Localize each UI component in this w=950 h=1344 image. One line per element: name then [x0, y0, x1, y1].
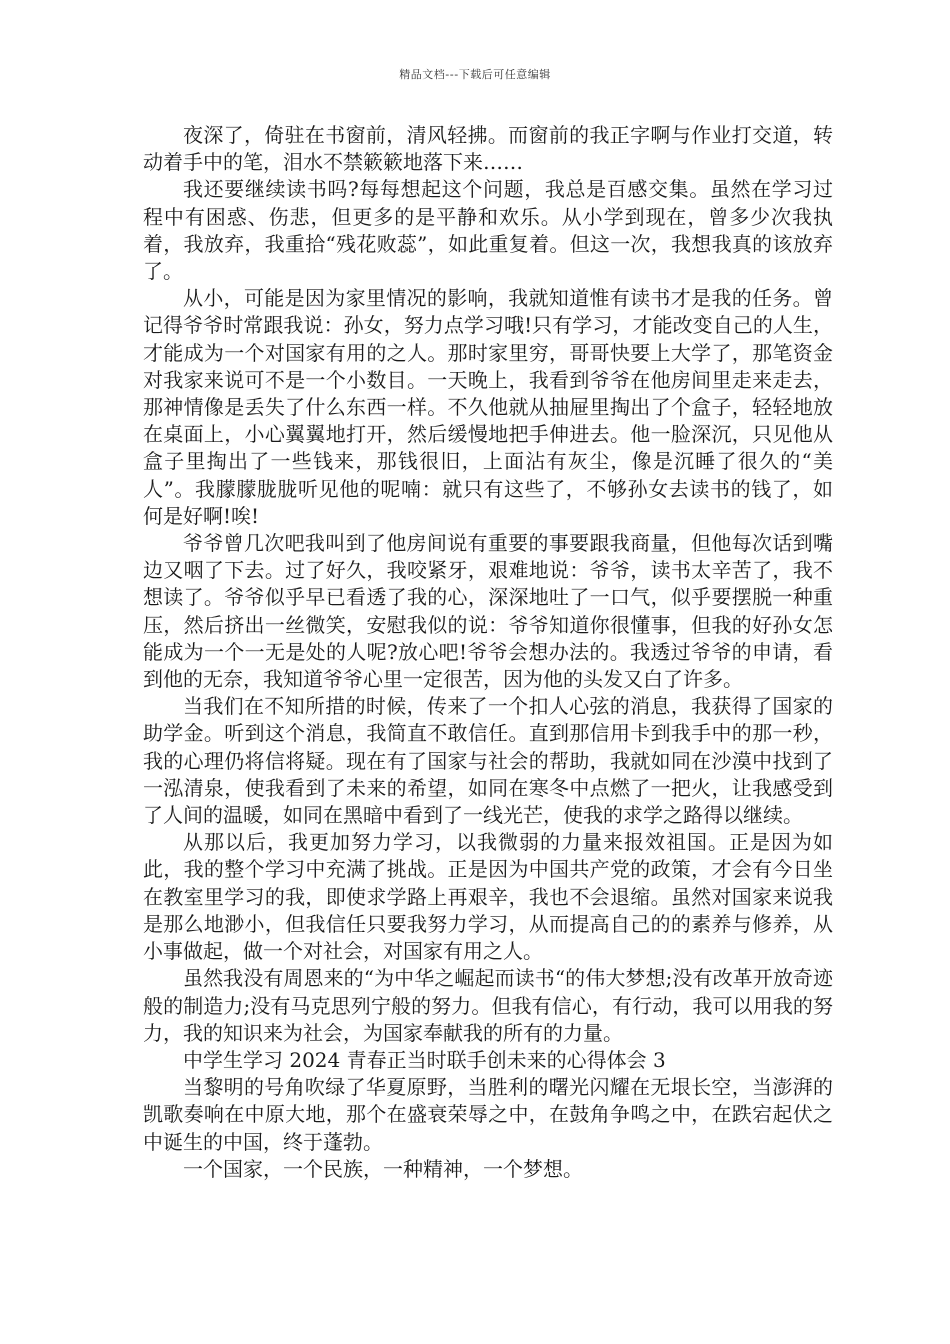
- paragraph: 从那以后，我更加努力学习，以我微弱的力量来报效祖国。正是因为如此，我的整个学习中充满了挑战。正是因为中国共产党的政策，才会有今日坐在教室里学习的我，即使求学路上再艰辛，我也不会退缩。虽然对国家来说我是那么地渺小，但我信任只要我努力学习，从而提高自己的的素养与修养，从小事做起，做一个对社会，对国家有用之人。: [143, 830, 833, 964]
- paragraph: 从小，可能是因为家里情况的影响，我就知道惟有读书才是我的任务。曾记得爷爷时常跟我说：孙女，努力点学习哦!只有学习，才能改变自己的人生，才能成为一个对国家有用的之人。那时家里穷，哥哥快要上大学了，那笔资金对我家来说可不是一个小数目。一天晚上，我看到爷爷在他房间里走来走去，那神情像是丢失了什么东西一样。不久他就从抽屉里掏出了个盒子，轻轻地放在桌面上，小心翼翼地打开，然后缓慢地把手伸进去。他一脸深沉，只见他从盒子里掏出了一些钱来，那钱很旧，上面沾有灰尘，像是沉睡了很久的“美人”。我朦朦胧胧听见他的呢喃：就只有这些了，不够孙女去读书的钱了，如何是好啊!唉!: [143, 286, 833, 528]
- section-heading: 中学生学习 2024 青春正当时联手创未来的心得体会 3: [183, 1047, 666, 1072]
- paragraph: 夜深了，倚驻在书窗前，清风轻拂。而窗前的我正字啊与作业打交道，转动着手中的笔，泪水不禁簌簌地落下来……: [143, 123, 833, 175]
- document-body: [143, 122, 833, 1183]
- page-header: 精品文档---下载后可任意编辑: [399, 68, 551, 81]
- paragraph: 一个国家，一个民族，一种精神，一个梦想。: [183, 1156, 583, 1181]
- paragraph: 我还要继续读书吗?每每想起这个问题，我总是百感交集。虽然在学习过程中有困惑、伤悲，但更多的是平静和欢乐。从小学到现在，曾多少次我执着，我放弃，我重拾“残花败蕊”，如此重复着。但这一次，我想我真的该放弃了。: [143, 177, 833, 284]
- paragraph: 爷爷曾几次吧我叫到了他房间说有重要的事要跟我商量，但他每次话到嘴边又咽了下去。过了好久，我咬紧牙，艰难地说：爷爷，读书太辛苦了，我不想读了。爷爷似乎早已看透了我的心，深深地吐了一口气，似乎要摆脱一种重压，然后挤出一丝微笑，安慰我似的说：爷爷知道你很懂事，但我的好孙女怎能成为一个一无是处的人呢?放心吧!爷爷会想办法的。我透过爷爷的申请，看到他的无奈，我知道爷爷心里一定很苦，因为他的头发又白了许多。: [143, 531, 833, 692]
- paragraph: 虽然我没有周恩来的“为中华之崛起而读书“的伟大梦想;没有改革开放奇迹般的制造力;没有马克思列宁般的努力。但我有信心，有行动，我可以用我的努力，我的知识来为社会，为国家奉献我的所有的力量。: [143, 966, 833, 1045]
- paragraph: 当黎明的号角吹绿了华夏原野，当胜利的曙光闪耀在无垠长空，当澎湃的凯歌奏响在中原大地，那个在盛衰荣辱之中，在鼓角争鸣之中，在跌宕起伏之中诞生的中国，终于蓬勃。: [143, 1075, 833, 1154]
- paragraph: 当我们在不知所措的时候，传来了一个扣人心弦的消息，我获得了国家的助学金。听到这个消息，我简直不敢信任。直到那信用卡到我手中的那一秒，我的心理仍将信将疑。现在有了国家与社会的帮助，我就如同在沙漠中找到了一泓清泉，使我看到了未来的希望，如同在寒冬中点燃了一把火，让我感受到了人间的温暖，如同在黑暗中看到了一线光芒，使我的求学之路得以继续。: [143, 694, 833, 828]
